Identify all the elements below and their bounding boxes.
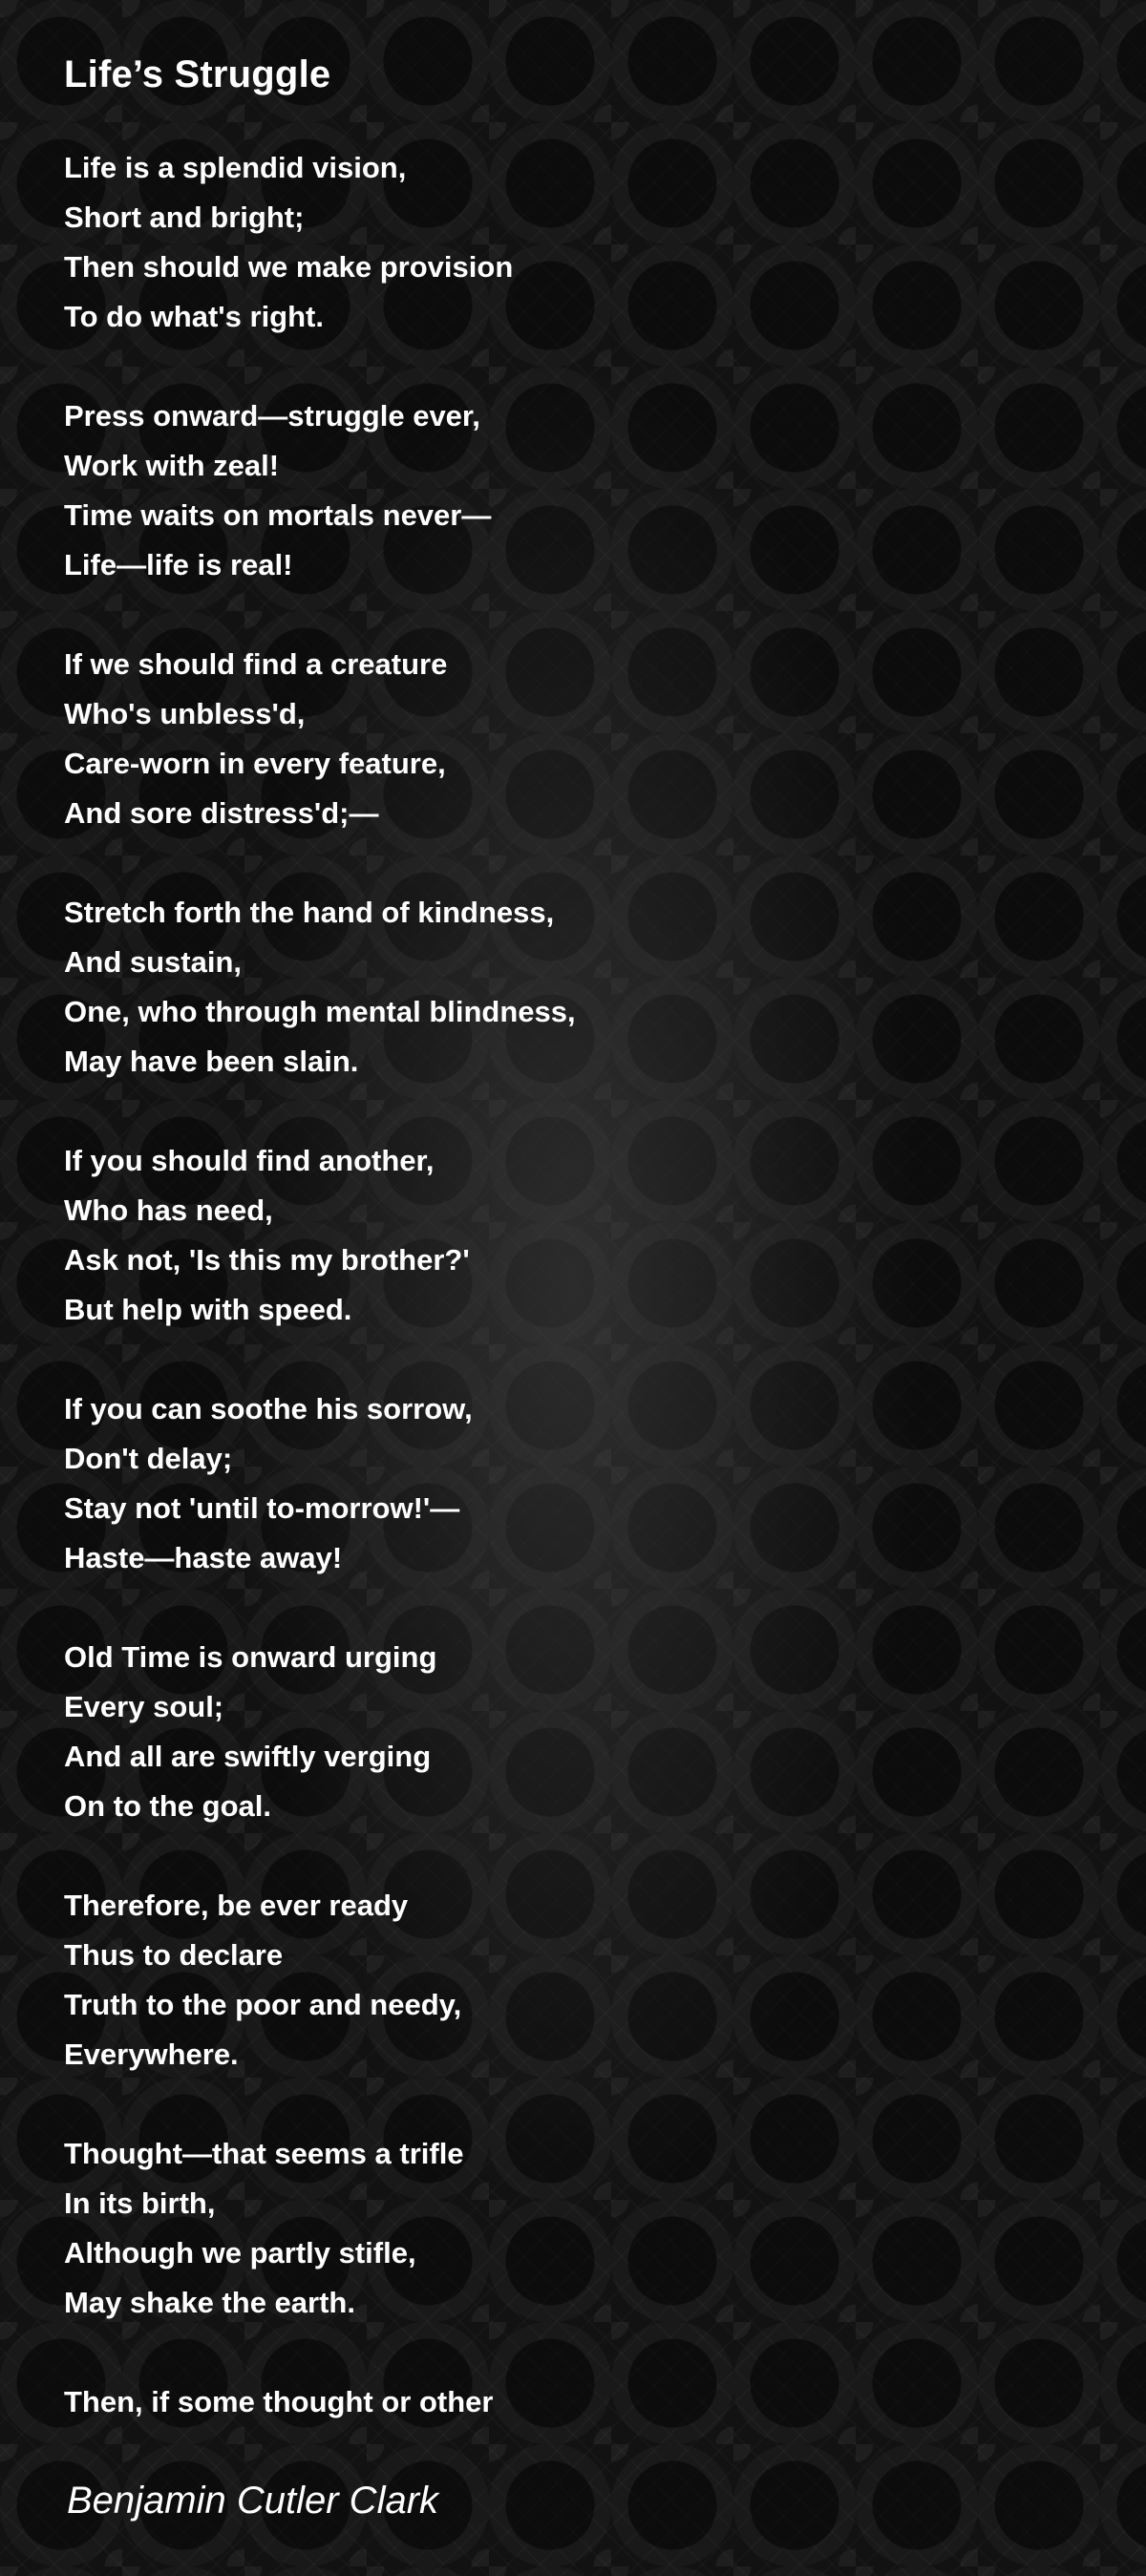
stanza [64, 1633, 923, 1831]
poem-line: Thus to declare [64, 1938, 284, 1972]
stanza [64, 1881, 923, 2080]
poem-line: Work with zeal! [64, 449, 280, 482]
poem-line: And sore distress'd;— [64, 796, 379, 830]
poem-line: Every soul; [64, 1690, 224, 1723]
stanza [64, 888, 923, 1087]
poem-line: Stretch forth the hand of kindness, [64, 896, 555, 929]
poem-line: But help with speed. [64, 1293, 352, 1326]
poem-line: And all are swiftly verging [64, 1740, 432, 1773]
stanza [64, 2377, 923, 2427]
poem-line: To do what's right. [64, 300, 324, 333]
poem-line: Thought—that seems a trifle [64, 2137, 464, 2170]
poem-line: May shake the earth. [64, 2286, 355, 2319]
poem-line: Haste—haste away! [64, 1541, 343, 1574]
poem-line: Time waits on mortals never— [64, 498, 492, 532]
poem-line: Then should we make provision [64, 250, 514, 284]
poem-line: Ask not, 'Is this my brother?' [64, 1243, 470, 1277]
poem-line: Stay not 'until to-morrow!'— [64, 1491, 460, 1525]
poem-line: Who's unbless'd, [64, 697, 306, 730]
poem-line: On to the goal. [64, 1789, 271, 1823]
poem-line: And sustain, [64, 945, 243, 979]
poem-line: Old Time is onward urging [64, 1640, 437, 1674]
stanza [64, 1384, 923, 1583]
poem-body [64, 143, 923, 2477]
poem-line: Press onward—struggle ever, [64, 399, 480, 433]
poem-line: If you can soothe his sorrow, [64, 1392, 473, 1425]
poem-author: Benjamin Cutler Clark [67, 2480, 439, 2522]
poem-line: Care-worn in every feature, [64, 747, 446, 780]
stanza [64, 1136, 923, 1335]
stanza [64, 391, 923, 590]
poem-line: If we should find a creature [64, 647, 448, 681]
poem-line: Therefore, be ever ready [64, 1889, 409, 1922]
poem-title: Life’s Struggle [64, 53, 331, 95]
stanza [64, 2129, 923, 2328]
poem-line: One, who through mental blindness, [64, 995, 576, 1028]
poem-line: Then, if some thought or other [64, 2385, 494, 2418]
poem-line: Truth to the poor and needy, [64, 1988, 462, 2021]
stanza [64, 640, 923, 838]
poem-line: Who has need, [64, 1193, 273, 1227]
poem-line: Life is a splendid vision, [64, 151, 407, 184]
poem-line: Short and bright; [64, 201, 305, 234]
poem-line: Although we partly stifle, [64, 2236, 416, 2270]
poem-line: Don't delay; [64, 1442, 233, 1475]
stanza [64, 143, 923, 342]
poem-line: May have been slain. [64, 1045, 359, 1078]
poem-line: Everywhere. [64, 2038, 239, 2071]
poem-line: Life—life is real! [64, 548, 293, 581]
poem-line: In its birth, [64, 2186, 216, 2220]
poem-line: If you should find another, [64, 1144, 435, 1177]
